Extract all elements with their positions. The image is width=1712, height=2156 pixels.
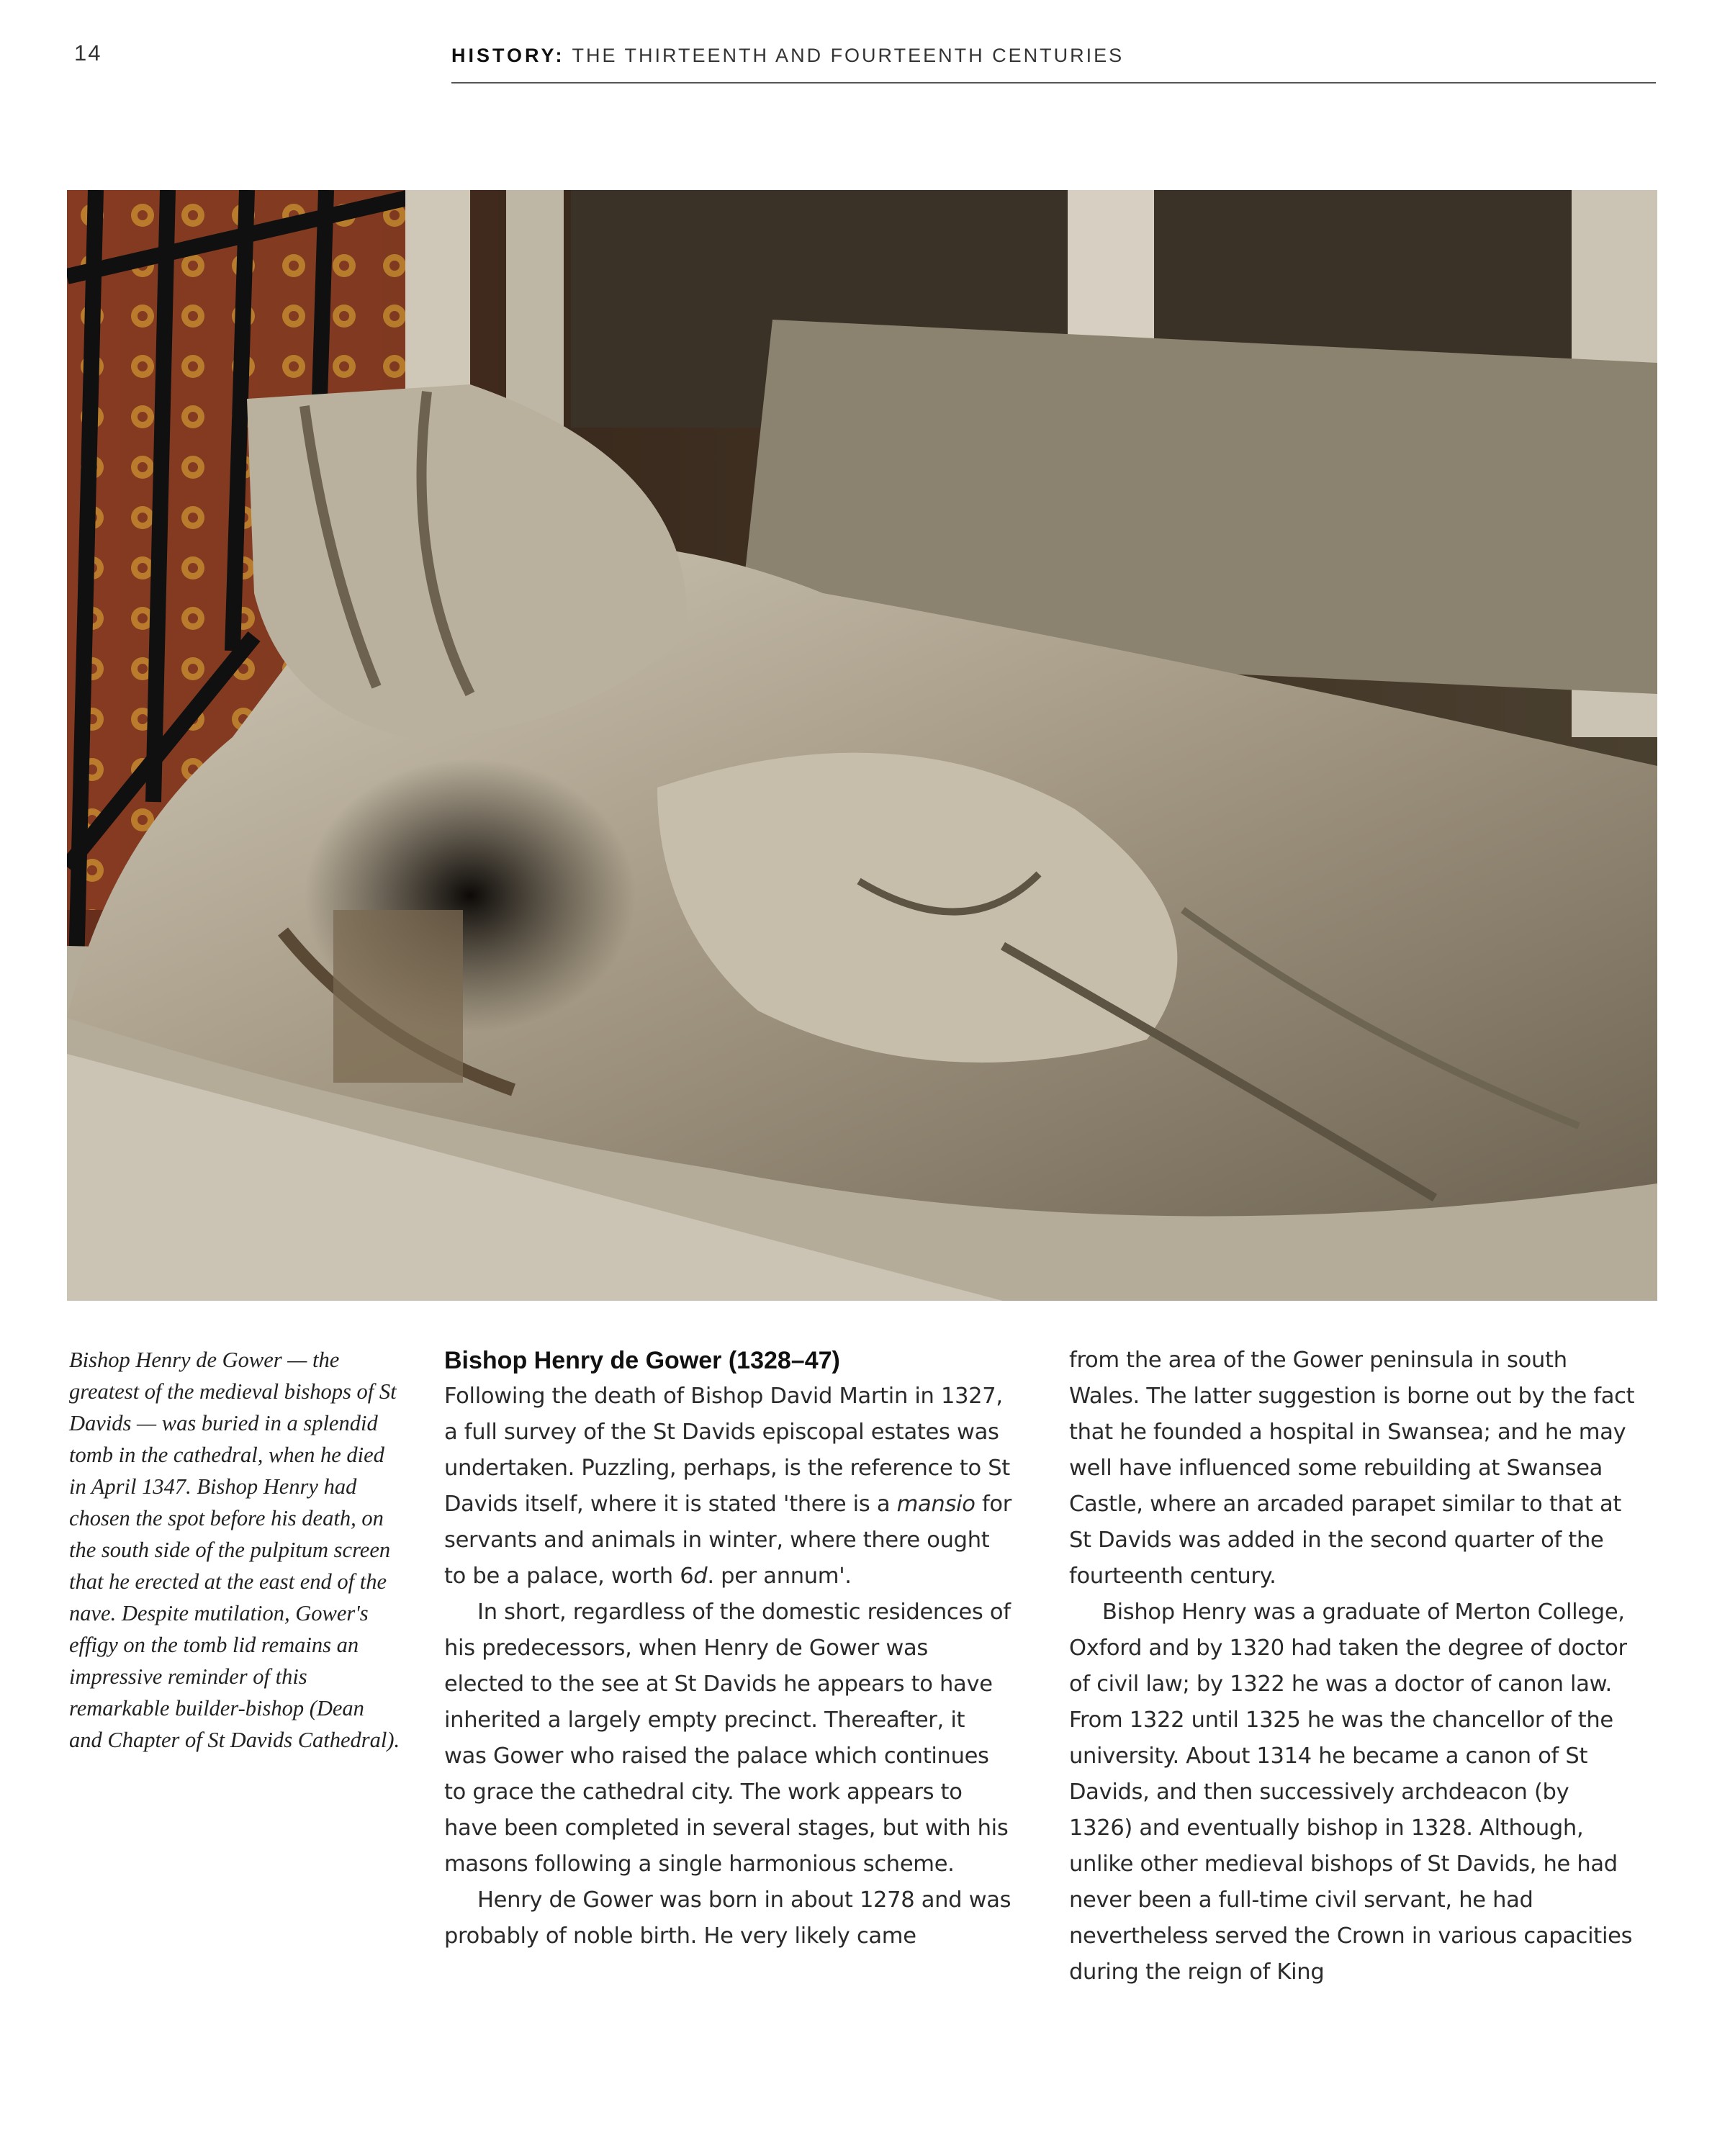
tomb-effigy-photo xyxy=(67,190,1657,1301)
p1-text-a: Following the death of Bishop David Martin in 1327, a full survey of the St Davids episcopal estates was undertaken. Puzzling, perhaps, is the reference to St Davids itself, where it is stated 'there is a xyxy=(444,1384,1010,1517)
paragraph-2: In short, regardless of the domestic residences of his predecessors, when Henry de Gower was elected to the see at St Davids he appears to have inherited a largely empty precinct. Thereafter, it was Gower who raised the palace which continues to grace the cathedral city. The work appears to have been completed in several stages, but with his masons following a single harmonious scheme. xyxy=(444,1600,1011,1877)
paragraph-4: Bishop Henry was a graduate of Merton College, Oxford and by 1320 had taken the degree of doctor of civil law; by 1322 he was a doctor of canon law. From 1322 until 1325 he was the chancellor of the university. About 1314 he became a canon of St Davids, and then successively archdeacon (by 1326) and eventually bishop in 1328. Although, unlike other medieval bishops of St Davids, he had never been a full-time civil servant, he had nevertheless served the Crown in various capacities during the reign of King xyxy=(1069,1600,1633,1985)
effigy-illustration xyxy=(67,190,1657,1301)
p1-text-b: for servants and animals in winter, where there ought to be a palace, worth 6 xyxy=(444,1492,1012,1589)
paragraph-3-continued: from the area of the Gower peninsula in south Wales. The latter suggestion is borne out by the fact that he founded a hospital in Swansea; and he may well have influenced some rebuilding at Swansea Castle, where an arcaded parapet similar to that at St Davids was added in the second quarter of the fourteenth century. xyxy=(1069,1348,1635,1589)
crozier-knop xyxy=(333,910,463,1083)
text-column-right xyxy=(1069,1343,1638,1990)
paragraph-1 xyxy=(444,1379,1013,1595)
page-number: 14 xyxy=(74,40,102,66)
running-head-title: THE THIRTEENTH AND FOURTEENTH CENTURIES xyxy=(572,45,1125,66)
p1-italic-d: d xyxy=(693,1564,708,1589)
article-heading: Bishop Henry de Gower (1328–47) xyxy=(444,1347,840,1374)
paragraph-3: Henry de Gower was born in about 1278 and was probably of noble birth. He very likely came xyxy=(444,1887,1012,1949)
p1-italic: mansio xyxy=(896,1492,976,1517)
text-column-left xyxy=(444,1343,1013,1954)
figure-caption: Bishop Henry de Gower — the greatest of the medieval bishops of St Davids — was buried in a splendid tomb in the cathedral, when he died in April 1347. Bishop Henry had chosen the spot before his death, on the south side of the pulpitum screen that he erected at the east end of the nave. Despite mutilation, Gower's effigy on the tomb lid remains an impressive reminder of this remarkable builder-bishop (Dean and Chapter of St Davids Cathedral). xyxy=(69,1348,400,1752)
running-head-section: HISTORY: xyxy=(451,45,565,66)
p1-text-c: . per annum'. xyxy=(707,1564,852,1589)
header-rule xyxy=(451,82,1656,84)
running-head xyxy=(451,45,1124,67)
